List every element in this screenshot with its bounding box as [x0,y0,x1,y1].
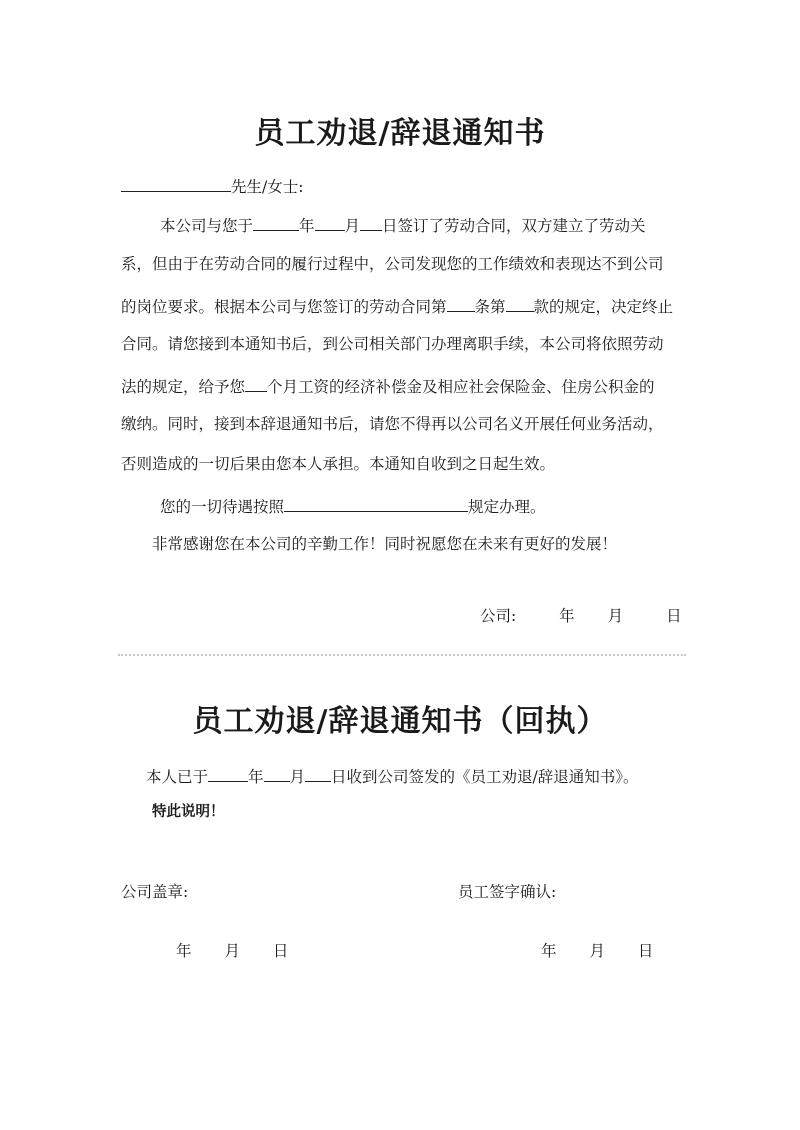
name-blank [121,177,231,192]
company-seal-label: 公司盖章: [121,883,189,901]
treatment-blank [284,497,468,512]
statement: 特此说明！ [152,803,225,820]
notice-sign-line [480,609,682,625]
text-segment: 款的规定，决定终止 [533,298,674,316]
receipt-day-blank [305,767,331,782]
article-blank [447,297,475,312]
notice-title: 员工劝退/辞退通知书 [254,116,546,151]
notice-paragraph-line-3 [121,297,673,316]
receipt-line [146,767,639,786]
section-divider [118,654,686,656]
salutation-line [121,177,303,196]
contract-day-blank [360,216,382,231]
text-segment: 年 [248,768,264,786]
text-segment: 年 [299,217,315,235]
day-label: 日 [272,942,289,960]
thanks-line: 非常感谢您在本公司的辛勤工作！同时祝愿您在未来有更好的发展！ [152,535,618,553]
month-label: 月 [607,607,624,625]
text-segment: 个月工资的经济补偿金及相应社会保险金、住房公积金的 [267,378,655,396]
months-blank [245,377,267,392]
notice-paragraph-line-2: 系，但由于在劳动合同的履行过程中，公司发现您的工作绩效和表现达不到公司 [121,255,664,273]
receipt-year-blank [208,767,248,782]
month-label: 月 [589,942,605,960]
text-segment: 本公司与您于 [160,217,254,235]
text-segment: 条第 [474,298,506,316]
receipt-right-date [541,944,653,960]
text-segment: 法的规定，给予您 [121,378,246,396]
text-segment: 本人已于 [146,768,209,786]
company-label: 公司: [480,607,517,625]
text-segment: 日签订了劳动合同，双方建立了劳动关 [382,217,646,235]
day-label: 日 [666,607,682,625]
text-segment: 的岗位要求。根据本公司与您签订的劳动合同第 [121,298,447,316]
receipt-left-date [176,944,288,960]
year-label: 年 [176,942,192,960]
text-segment: 月 [344,217,361,235]
contract-year-blank [253,216,299,231]
month-label: 月 [224,942,240,960]
text-segment: 您的一切待遇按照 [160,498,285,516]
notice-paragraph-line-4: 合同。请您接到本通知书后，到公司相关部门办理离职手续，本公司将依照劳动 [121,335,664,353]
text-segment: 日收到公司签发的《员工劝退/辞退通知书》。 [331,768,639,786]
notice-paragraph-line-1 [160,216,646,235]
contract-month-blank [315,216,345,231]
notice-paragraph-line-6: 缴纳。同时，接到本辞退通知书后，请您不得再以公司名义开展任何业务活动， [121,415,664,433]
receipt-title: 员工劝退/辞退通知书（回执） [192,704,608,739]
day-label: 日 [637,942,654,960]
year-label: 年 [541,942,557,960]
clause-blank [506,297,534,312]
notice-paragraph-line-5 [121,377,655,396]
employee-sign-label: 员工签字确认: [458,883,557,901]
salutation: 先生/女士: [231,178,304,196]
text-segment: 规定办理。 [468,498,546,516]
treatment-line [160,497,546,516]
text-segment: 月 [289,768,306,786]
notice-paragraph-line-7: 否则造成的一切后果由您本人承担。本通知自收到之日起生效。 [121,455,556,473]
receipt-month-blank [264,767,290,782]
year-label: 年 [559,607,575,625]
